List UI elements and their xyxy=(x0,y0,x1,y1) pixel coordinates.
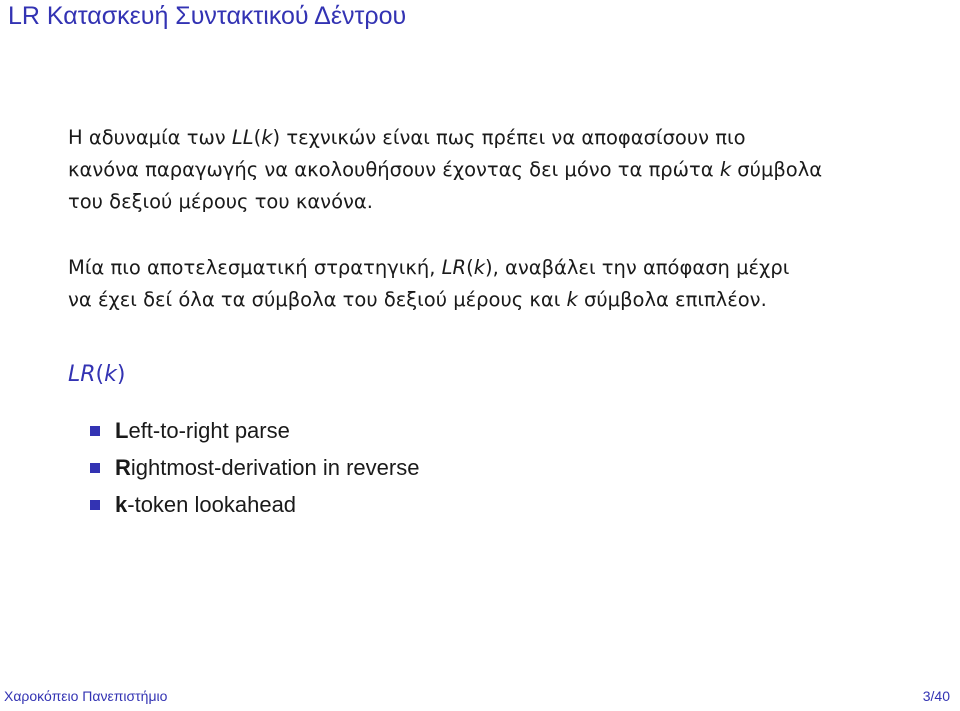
acronym-bullet-list xyxy=(90,412,419,523)
text-segment: , αναβάλει την απόφαση μέχρι xyxy=(492,256,790,279)
square-bullet-icon xyxy=(90,426,100,436)
text-segment: σύμβολα επιπλέον. xyxy=(577,288,767,311)
slide-title: LR Κατασκευή Συντακτικού Δέντρου xyxy=(8,2,407,30)
bullet-letter: L xyxy=(115,418,129,443)
math-k: k xyxy=(261,126,273,149)
text-segment: κανόνα παραγωγής να ακολουθήσουν έχοντας δει μόνο τα πρώτα xyxy=(68,158,720,181)
text-segment: Η αδυναμία των xyxy=(68,126,232,149)
math-k: k xyxy=(473,256,485,279)
paragraph-ll-limitation xyxy=(68,122,822,218)
math-close-paren: ) xyxy=(272,126,281,149)
bullet-item-k-token xyxy=(90,486,419,523)
math-ll: LL xyxy=(231,126,254,149)
math-k: k xyxy=(719,158,732,181)
bullet-text: eft-to-right parse xyxy=(128,418,290,443)
bullet-letter: k xyxy=(115,492,128,517)
block-title-k: k xyxy=(104,362,117,387)
square-bullet-icon xyxy=(90,500,100,510)
slide-footer xyxy=(0,685,960,711)
footer-page-number: 3/40 xyxy=(922,688,950,704)
math-open-paren: ( xyxy=(253,126,262,149)
paragraph-line xyxy=(68,284,789,316)
math-open-paren: ( xyxy=(466,256,474,279)
bullet-item-left-to-right xyxy=(90,412,419,449)
math-k: k xyxy=(566,288,578,311)
bullet-text: ightmost-derivation in reverse xyxy=(130,455,420,480)
footer-institution: Χαροκόπειο Πανεπιστήμιο xyxy=(4,688,168,704)
block-title-lr-k xyxy=(68,362,125,387)
bullet-item-rightmost-derivation xyxy=(90,449,419,486)
paragraph-lr-strategy xyxy=(68,252,789,316)
math-lr-k xyxy=(442,256,493,279)
math-lr: LR xyxy=(441,256,467,279)
block-title-close-paren: ) xyxy=(116,362,126,387)
paragraph-line: του δεξιού μέρους του κανόνα. xyxy=(68,190,373,213)
bullet-text: -token lookahead xyxy=(127,492,297,517)
text-segment: σύμβολα xyxy=(731,158,823,181)
bullet-letter: R xyxy=(115,455,131,480)
text-segment: τεχνικών είναι πως πρέπει να αποφασίσουν πιο xyxy=(280,126,746,149)
paragraph-line xyxy=(68,122,822,154)
math-ll-k xyxy=(232,126,280,149)
square-bullet-icon xyxy=(90,463,100,473)
block-title-open-paren: ( xyxy=(95,362,105,387)
paragraph-line xyxy=(68,154,822,186)
math-close-paren: ) xyxy=(484,256,493,279)
block-title-lr: LR xyxy=(68,362,96,387)
text-segment: να έχει δεί όλα τα σύμβολα του δεξιού μέρους και xyxy=(68,288,567,311)
paragraph-line xyxy=(68,252,789,284)
text-segment: Μία πιο αποτελεσματική στρατηγική, xyxy=(68,256,442,279)
